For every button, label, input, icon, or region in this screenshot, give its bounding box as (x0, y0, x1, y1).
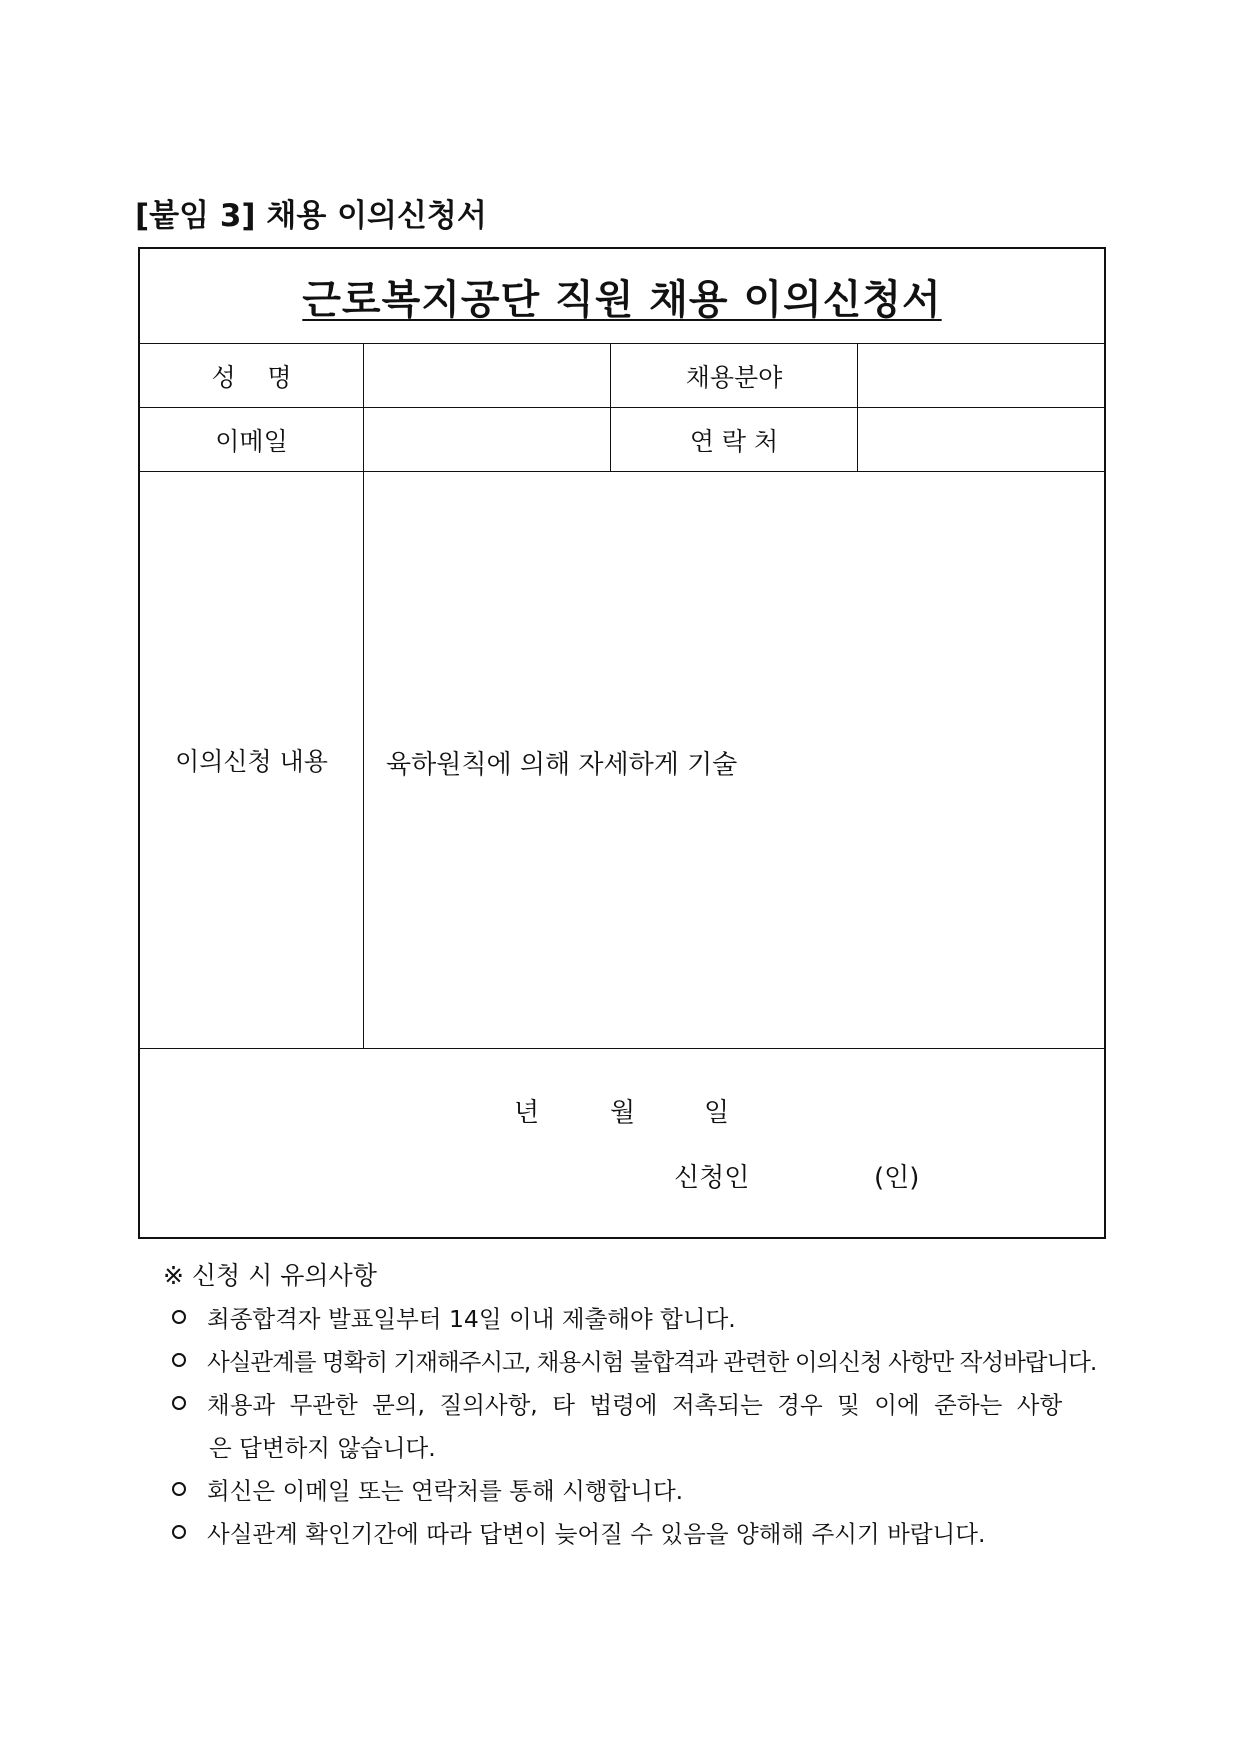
email-field[interactable] (364, 408, 610, 471)
circle-bullet-icon (172, 1353, 186, 1367)
note-text: 사실관계를 명확히 기재해주시고, 채용시험 불합격과 관련한 이의신청 사항만 작성바랍니다. (207, 1348, 1097, 1376)
circle-bullet-icon (172, 1310, 186, 1324)
note-text: 회신은 이메일 또는 연락처를 통해 시행합니다. (207, 1477, 684, 1505)
recruitment-field-input[interactable] (858, 344, 1104, 407)
recruitment-field-label: 채용분야 (685, 362, 783, 392)
circle-bullet-icon (172, 1396, 186, 1410)
note-text: 최종합격자 발표일부터 14일 이내 제출해야 합니다. (207, 1305, 736, 1333)
note-text: 사실관계 확인기간에 따라 답변이 늦어질 수 있음을 양해해 주시기 바랍니다. (207, 1520, 986, 1548)
note-item (172, 1343, 1096, 1377)
objection-content-field[interactable]: 육하원칙에 의해 자세하게 기술 (386, 750, 738, 780)
contact-field[interactable] (858, 408, 1104, 471)
attachment-heading: [붙임 3] 채용 이의신청서 (135, 198, 487, 234)
note-item (172, 1472, 683, 1506)
note-continuation: 은 답변하지 않습니다. (209, 1434, 436, 1462)
seal-label: (인) (874, 1163, 920, 1193)
date-month-label: 월 (610, 1098, 636, 1128)
form-title: 근로복지공단 직원 채용 이의신청서 (302, 276, 942, 323)
form-title-row (140, 249, 1104, 344)
circle-bullet-icon (172, 1525, 186, 1539)
note-text: 채용과 무관한 문의, 질의사항, 타 법령에 저촉되는 경우 및 이에 준하는 사항 (207, 1391, 1063, 1419)
note-item (172, 1386, 1062, 1420)
name-field[interactable] (364, 344, 610, 407)
row-divider (140, 1048, 1104, 1049)
notes-heading: ※ 신청 시 유의사항 (163, 1261, 377, 1290)
applicant-label: 신청인 (674, 1163, 750, 1193)
email-label: 이메일 (215, 426, 288, 456)
circle-bullet-icon (172, 1482, 186, 1496)
date-day-label: 일 (704, 1098, 730, 1128)
name-label: 성 명 (211, 362, 292, 392)
note-item (172, 1300, 736, 1334)
date-year-label: 년 (514, 1098, 540, 1128)
contact-label: 연 락 처 (689, 426, 779, 456)
objection-form (138, 247, 1106, 1239)
objection-content-label: 이의신청 내용 (175, 747, 328, 776)
note-item (172, 1515, 985, 1549)
